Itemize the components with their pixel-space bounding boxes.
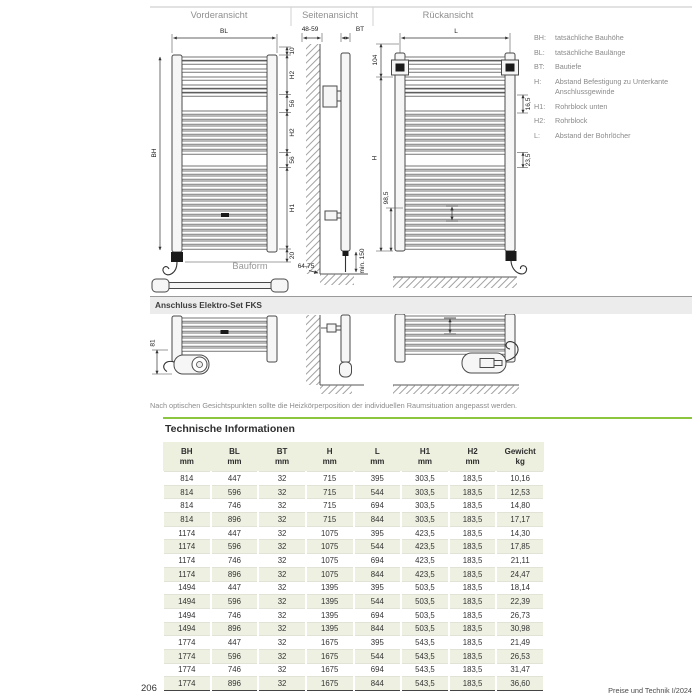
table-cell: 1675 (306, 677, 354, 691)
dim-label-bt: BT (355, 26, 365, 33)
table-cell: 32 (258, 554, 306, 568)
legend-key: H: (534, 77, 542, 87)
elektro-section-header (150, 296, 692, 314)
table-cell: 32 (258, 499, 306, 513)
table-cell: 183,5 (449, 472, 497, 486)
table-cell: 1075 (306, 526, 354, 540)
table-cell: 1774 (163, 663, 211, 677)
table-cell: 12,53 (496, 485, 544, 499)
tech-table-head-row (163, 442, 544, 472)
table-cell: 544 (354, 649, 402, 663)
dim-label-min150: min. 150 (359, 248, 366, 274)
collector-tube (267, 55, 277, 252)
radiator-profile (341, 53, 350, 251)
table-cell: 32 (258, 608, 306, 622)
table-cell: 31,47 (496, 663, 544, 677)
bauform-label: Bauform (232, 261, 268, 271)
elektro-side-drawing (306, 315, 364, 394)
table-cell: 694 (354, 608, 402, 622)
wall-bracket (325, 211, 337, 220)
legend-text: Abstand Befestigung zu Unterkante Anschlussgewinde (555, 77, 669, 96)
bracket-bolt (506, 64, 515, 72)
table-cell: 303,5 (401, 499, 449, 513)
table-cell: 32 (258, 677, 306, 691)
view-title-side: Seitenansicht (302, 10, 358, 20)
table-row (163, 526, 544, 540)
table-cell: 1494 (163, 622, 211, 636)
bracket-bolt (396, 64, 405, 72)
legend-item (534, 62, 694, 72)
table-row (163, 636, 544, 650)
legend-key: H1: (534, 101, 546, 111)
dim-label-20: 20 (289, 251, 296, 260)
legend-item (534, 131, 694, 141)
dim-label-64-75: 64-75 (297, 263, 315, 270)
legend-key: H2: (534, 116, 546, 126)
power-cable (164, 361, 174, 371)
table-cell: 596 (211, 540, 259, 554)
table-cell: 746 (211, 499, 259, 513)
table-row (163, 649, 544, 663)
legend-text: tatsächliche Bauhöhe (555, 33, 624, 42)
table-cell: 395 (354, 636, 402, 650)
dim-label-56: 56 (289, 99, 296, 108)
dim-label-56: 56 (289, 156, 296, 164)
table-cell: 21,11 (496, 554, 544, 568)
table-cell: 183,5 (449, 513, 497, 527)
legend-item (534, 77, 694, 96)
table-cell: 896 (211, 513, 259, 527)
plug-pin (494, 361, 502, 366)
table-cell: 543,5 (401, 663, 449, 677)
floor-hatching (320, 274, 354, 285)
position-note: Nach optischen Gesichtspunkten sollte die Heizkörperposition der individuellen Raumsituation angepasst werden. (150, 401, 518, 410)
table-cell: 1774 (163, 636, 211, 650)
electric-element (171, 252, 183, 262)
table-cell: 694 (354, 499, 402, 513)
table-cell: 32 (258, 622, 306, 636)
rear-view-drawing (372, 28, 533, 288)
table-cell: 896 (211, 622, 259, 636)
table-row (163, 608, 544, 622)
table-row (163, 567, 544, 581)
table-cell: 814 (163, 513, 211, 527)
table-cell: 715 (306, 485, 354, 499)
table-cell: 1395 (306, 581, 354, 595)
table-cell: 395 (354, 526, 402, 540)
table-row (163, 663, 544, 677)
view-title-rear: Rückansicht (422, 10, 474, 20)
dim-label-10: 10 (289, 47, 296, 55)
collector-tube (505, 53, 515, 251)
table-cell: 844 (354, 677, 402, 691)
table-row (163, 499, 544, 513)
legend-key: BH: (534, 33, 546, 42)
table-cell: 22,39 (496, 595, 544, 609)
table-cell: 1075 (306, 567, 354, 581)
column-header: BT mm (258, 442, 306, 472)
table-cell: 503,5 (401, 595, 449, 609)
elektro-front-drawing (150, 316, 278, 374)
table-cell: 844 (354, 567, 402, 581)
table-cell: 303,5 (401, 485, 449, 499)
table-cell: 32 (258, 649, 306, 663)
floor-hatching (393, 277, 517, 288)
floor-hatching (393, 385, 519, 394)
table-row (163, 581, 544, 595)
table-cell: 544 (354, 595, 402, 609)
table-cell: 183,5 (449, 677, 497, 691)
dim-label-bl: BL (220, 28, 228, 35)
table-cell: 183,5 (449, 567, 497, 581)
table-cell: 844 (354, 622, 402, 636)
table-cell: 596 (211, 485, 259, 499)
table-cell: 814 (163, 485, 211, 499)
tech-table-body (163, 472, 544, 691)
table-cell: 447 (211, 526, 259, 540)
dim-label-98-5: 98,5 (383, 191, 390, 205)
dim-label-16-5: 16,5 (525, 97, 532, 111)
legend-item (534, 33, 694, 43)
table-cell: 1494 (163, 595, 211, 609)
table-cell: 14,30 (496, 526, 544, 540)
table-cell: 183,5 (449, 581, 497, 595)
table-cell: 447 (211, 472, 259, 486)
table-cell: 32 (258, 663, 306, 677)
page-number: 206 (141, 683, 157, 694)
table-cell: 896 (211, 677, 259, 691)
table-cell: 14,80 (496, 499, 544, 513)
elektro-set-box (340, 362, 352, 377)
table-cell: 395 (354, 581, 402, 595)
table-cell: 596 (211, 649, 259, 663)
table-cell: 10,16 (496, 472, 544, 486)
table-cell: 1494 (163, 608, 211, 622)
table-cell: 715 (306, 499, 354, 513)
table-cell: 26,53 (496, 649, 544, 663)
table-cell: 183,5 (449, 663, 497, 677)
table-cell: 32 (258, 595, 306, 609)
table-cell: 1395 (306, 595, 354, 609)
bracket-pin (337, 91, 341, 101)
dim-label-h: H (371, 155, 379, 161)
front-view-drawing (151, 28, 296, 292)
elektro-section-title: Anschluss Elektro-Set FKS (155, 300, 262, 310)
table-cell: 1075 (306, 554, 354, 568)
legend-text: tatsächliche Baulänge (555, 47, 626, 57)
table-row (163, 513, 544, 527)
table-cell: 183,5 (449, 595, 497, 609)
table-cell: 1675 (306, 649, 354, 663)
table-cell: 694 (354, 554, 402, 568)
table-cell: 447 (211, 636, 259, 650)
legend-item (534, 48, 694, 58)
legend-text: Abstand der Bohrlöcher (555, 131, 631, 141)
table-row (163, 485, 544, 499)
table-cell: 183,5 (449, 608, 497, 622)
footer-text: Preise und Technik I/2024 (608, 686, 692, 695)
radiator-tubes (405, 57, 505, 249)
table-cell: 896 (211, 567, 259, 581)
tech-info-table (162, 442, 545, 691)
table-cell: 503,5 (401, 622, 449, 636)
table-cell: 503,5 (401, 608, 449, 622)
table-cell: 32 (258, 540, 306, 554)
bracket-pin (337, 213, 341, 218)
cable-outlet (343, 251, 349, 256)
dim-label-48-59: 48-59 (301, 26, 319, 33)
table-cell: 30,98 (496, 622, 544, 636)
table-cell: 544 (354, 540, 402, 554)
table-cell: 26,73 (496, 608, 544, 622)
view-title-front: Vorderansicht (190, 10, 248, 20)
table-cell: 395 (354, 472, 402, 486)
legend-item (534, 102, 694, 112)
legend-item (534, 116, 694, 126)
power-cable (163, 262, 177, 275)
table-cell: 32 (258, 472, 306, 486)
table-cell: 303,5 (401, 472, 449, 486)
table-row (163, 622, 544, 636)
table-cell: 183,5 (449, 649, 497, 663)
legend-key: BT: (534, 62, 545, 72)
dim-label-bh: BH (151, 148, 158, 158)
table-cell: 1174 (163, 540, 211, 554)
bauform-profile (152, 279, 288, 292)
radiator-tubes (182, 57, 267, 249)
table-cell: 715 (306, 513, 354, 527)
table-cell: 814 (163, 499, 211, 513)
table-cell: 183,5 (449, 554, 497, 568)
table-cell: 746 (211, 608, 259, 622)
table-cell: 18,14 (496, 581, 544, 595)
plug-socket (480, 359, 494, 368)
dim-label-104: 104 (372, 54, 379, 66)
dim-label-h2: H2 (289, 70, 296, 80)
table-cell: 1395 (306, 622, 354, 636)
legend-text: Rohrblock unten (555, 101, 608, 111)
table-cell: 183,5 (449, 540, 497, 554)
table-cell: 183,5 (449, 622, 497, 636)
table-cell: 183,5 (449, 499, 497, 513)
power-cable (511, 261, 527, 274)
legend-text: Rohrblock (555, 116, 588, 126)
table-cell: 183,5 (449, 485, 497, 499)
column-header: BL mm (211, 442, 259, 472)
legend-key: BL: (534, 47, 545, 57)
table-cell: 746 (211, 663, 259, 677)
table-cell: 1774 (163, 677, 211, 691)
table-cell: 596 (211, 595, 259, 609)
column-header: H1 mm (401, 442, 449, 472)
column-header: H mm (306, 442, 354, 472)
table-cell: 32 (258, 513, 306, 527)
table-cell: 544 (354, 485, 402, 499)
table-row (163, 540, 544, 554)
floor-hatching (320, 385, 352, 394)
collector-tube (172, 55, 182, 252)
table-cell: 1395 (306, 608, 354, 622)
table-cell: 303,5 (401, 513, 449, 527)
legend (534, 33, 694, 146)
table-cell: 715 (306, 472, 354, 486)
table-cell: 32 (258, 526, 306, 540)
dim-label-l: L (454, 28, 458, 35)
dial-center (197, 362, 203, 368)
table-cell: 1075 (306, 540, 354, 554)
table-cell: 423,5 (401, 554, 449, 568)
legend-text: Bautiefe (555, 62, 582, 72)
section-accent-rule (163, 417, 692, 419)
table-cell: 1774 (163, 649, 211, 663)
table-title: Technische Informationen (165, 423, 295, 435)
column-header: L mm (354, 442, 402, 472)
table-cell: 32 (258, 567, 306, 581)
table-cell: 694 (354, 663, 402, 677)
table-cell: 1174 (163, 554, 211, 568)
side-view-drawing (298, 26, 368, 285)
brand-mark (221, 213, 229, 217)
dim-label-h2: H2 (289, 128, 296, 137)
legend-key: L: (534, 131, 540, 141)
table-cell: 1174 (163, 526, 211, 540)
table-row (163, 595, 544, 609)
table-cell: 183,5 (449, 636, 497, 650)
table-cell: 503,5 (401, 581, 449, 595)
table-cell: 183,5 (449, 526, 497, 540)
electric-element (506, 251, 517, 261)
table-cell: 423,5 (401, 526, 449, 540)
table-cell: 423,5 (401, 540, 449, 554)
table-cell: 1494 (163, 581, 211, 595)
table-cell: 543,5 (401, 636, 449, 650)
table-cell: 844 (354, 513, 402, 527)
table-cell: 543,5 (401, 677, 449, 691)
brand-mark (221, 330, 229, 334)
table-cell: 1174 (163, 567, 211, 581)
table-cell: 17,85 (496, 540, 544, 554)
table-row (163, 677, 544, 691)
table-cell: 32 (258, 485, 306, 499)
table-cell: 36,60 (496, 677, 544, 691)
table-cell: 32 (258, 636, 306, 650)
table-row (163, 554, 544, 568)
plug-pin (336, 326, 341, 330)
table-cell: 423,5 (401, 567, 449, 581)
table-row (163, 472, 544, 486)
column-header: BH mm (163, 442, 211, 472)
table-cell: 1675 (306, 663, 354, 677)
table-cell: 17,17 (496, 513, 544, 527)
table-cell: 24,47 (496, 567, 544, 581)
table-cell: 814 (163, 472, 211, 486)
table-cell: 543,5 (401, 649, 449, 663)
wall-hatching (306, 44, 320, 274)
table-cell: 746 (211, 554, 259, 568)
table-cell: 447 (211, 581, 259, 595)
table-cell: 32 (258, 581, 306, 595)
wall-bracket (323, 86, 337, 107)
elektro-rear-drawing (393, 314, 519, 394)
dim-label-h1: H1 (289, 203, 296, 213)
wall-plug (327, 324, 336, 332)
column-header: Gewicht kg (496, 442, 544, 472)
dim-label-23-5: 23,5 (525, 153, 532, 167)
column-header: H2 mm (449, 442, 497, 472)
dim-label-81: 81 (149, 339, 157, 347)
collector-tube (395, 53, 405, 251)
table-cell: 21,49 (496, 636, 544, 650)
table-cell: 1675 (306, 636, 354, 650)
